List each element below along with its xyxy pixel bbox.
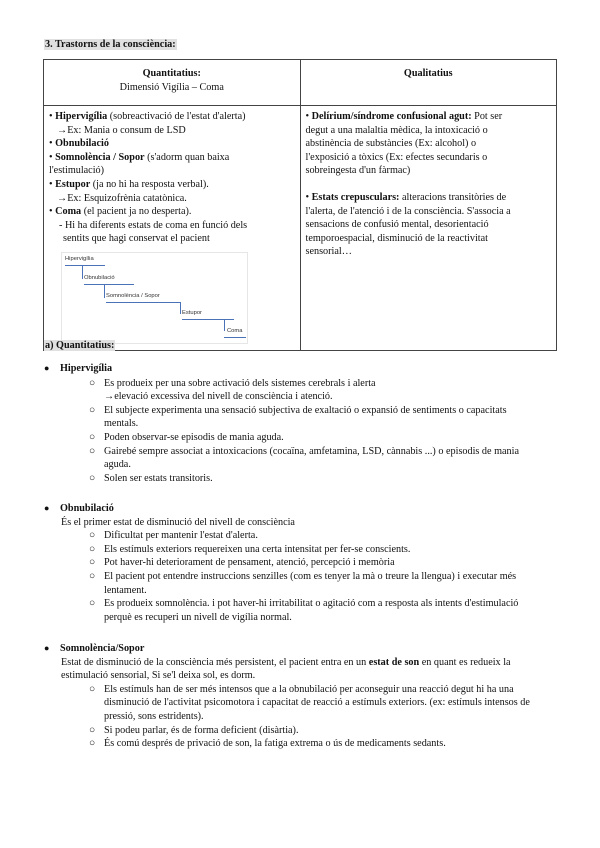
- circle-bullet-icon: ○: [89, 377, 96, 389]
- list-item: ○ Poden observar-se episodis de mania aguda.: [89, 431, 284, 443]
- list-item: ○ Gairebé sempre associat a intoxicacions (cocaïna, amfetamina, LSD, cànnabis ...) o episodis de mania aguda.: [89, 445, 519, 471]
- circle-bullet-icon: ○: [89, 557, 96, 569]
- diagram-line: [182, 319, 234, 320]
- c1-item: • Coma (el pacient ja no desperta).: [49, 206, 192, 218]
- hipervigilia-section: [44, 362, 560, 485]
- list-item: ○ Es produeix per una sobre activació dels sistemes cerebrals i alerta →elevació excessiva del nivell de consciència i atenció.: [89, 377, 376, 403]
- diagram-line: [65, 265, 105, 266]
- col1-header: Quantitatius:: [142, 68, 201, 79]
- list-item: ○ Solen ser estats transitoris.: [89, 472, 213, 484]
- somnolencia-section: [44, 642, 560, 751]
- c1-item: • Estupor (ja no hi ha resposta verbal).: [49, 178, 209, 190]
- section-title: 3. Trastorns de la consciència:: [45, 39, 176, 50]
- circle-bullet-icon: ○: [89, 683, 96, 695]
- subheading: a) Quantitatius:: [45, 340, 115, 351]
- list-item: ○ El subjecte experimenta una sensació subjectiva de exaltació o expansió de sentiments o capacitats mentals.: [89, 404, 507, 430]
- circle-bullet-icon: ○: [89, 598, 96, 610]
- c2-line: abstinència de substàncies (Ex: alcohol) o: [305, 138, 477, 150]
- disorders-table: [43, 59, 557, 351]
- diagram-line: [82, 265, 83, 279]
- obnubilacio-heading: ● Obnubilació: [44, 503, 114, 514]
- c2-line: sensorial…: [305, 246, 352, 258]
- circle-bullet-icon: ○: [89, 472, 96, 484]
- c2-line: l'exposició a tòxics (Ex: efectes secundaris o: [305, 151, 488, 163]
- c2-line: sensacions de confusió mental, desorientació: [305, 219, 489, 231]
- diagram-line: [84, 284, 134, 285]
- col1-subheader: Dimensió Vigília – Coma: [119, 81, 224, 93]
- col2-body: [300, 106, 557, 351]
- circle-bullet-icon: ○: [89, 445, 96, 457]
- list-item: ○ Pot haver-hi deteriorament de pensament, atenció, percepció i memòria: [89, 557, 395, 569]
- bullet-dot-icon: ●: [44, 503, 50, 513]
- col1-body: [44, 106, 301, 351]
- c1-dash: - Hi ha diferents estats de coma en funció dels: [59, 219, 248, 231]
- diagram-line: [224, 319, 225, 331]
- diagram-label: Obnubilació: [84, 274, 115, 281]
- c1-item: • Hipervigília (sobreactivació de l'estat d'alerta): [49, 111, 246, 122]
- list-item: ○ Els estímuls exteriors requereixen una certa intensitat per fer-se conscients.: [89, 543, 411, 555]
- consciousness-levels-diagram: [61, 252, 248, 344]
- col2-header-cell: [300, 60, 557, 106]
- circle-bullet-icon: ○: [89, 543, 96, 555]
- c1-item: • Obnubilació: [49, 138, 109, 150]
- diagram-line: [104, 284, 105, 298]
- diagram-line: [224, 337, 246, 338]
- somnolencia-heading: ● Somnolència/Sopor: [44, 643, 145, 654]
- c1-plain: l'estimulació): [49, 165, 105, 177]
- list-item: ○ Es produeix somnolència. i pot haver-hi irritabilitat o agitació com a resposta als intents d'estimulació perquè es recuperi un nivell de vigília normal.: [89, 598, 519, 623]
- circle-bullet-icon: ○: [89, 404, 96, 416]
- list-item: ○ Dificultat per mantenir l'estat d'alerta.: [89, 530, 258, 542]
- diagram-line: [106, 302, 181, 303]
- circle-bullet-icon: ○: [89, 738, 96, 750]
- spacer: [306, 178, 552, 191]
- list-item: ○ Si podeu parlar, és de forma deficient (disàrtia).: [89, 724, 299, 736]
- bullet-dot-icon: ●: [44, 363, 50, 373]
- c1-arrow: →Ex: Esquizofrènia catatònica.: [57, 192, 187, 204]
- c1-item: • Somnolència / Sopor (s'adorm quan baixa: [49, 151, 230, 163]
- list-item: ○ El pacient pot entendre instruccions senzilles (com es tenyer la mà o treure la llengua) i executar més lentament.: [89, 570, 517, 596]
- circle-bullet-icon: ○: [89, 530, 96, 542]
- obnubilacio-intro: És el primer estat de disminució del nivell de consciència: [61, 516, 295, 528]
- c2-line: degut a una malaltia mèdica, la intoxicació o: [305, 124, 488, 136]
- circle-bullet-icon: ○: [89, 570, 96, 582]
- c2-item: • Delírium/síndrome confusional agut: Pot ser: [305, 111, 503, 122]
- c2-line: sobreingesta d'un fàrmac): [305, 165, 411, 177]
- hipervigilia-heading: ● Hipervigília: [44, 363, 113, 374]
- c1-dash: sentits que hagi conservat el pacient: [63, 233, 210, 245]
- diagram-label: Somnolència / Sopor: [106, 292, 160, 299]
- diagram-label: Estupor: [182, 309, 202, 316]
- c2-line: temporoespacial, disminució de la reactivitat: [305, 232, 488, 244]
- col1-header-cell: [44, 60, 301, 106]
- list-item: ○ Els estímuls han de ser més intensos que a la obnubilació per aconseguir una reacció degut hi ha una disminució de l'activitat psicomotora i capacitat de reacció a estímuls exteriors. (ex: estímuls intensos de pressió, sons estridents).: [89, 683, 530, 722]
- bullet-dot-icon: ●: [44, 643, 50, 653]
- circle-bullet-icon: ○: [89, 724, 96, 736]
- diagram-line: [180, 302, 181, 314]
- somnolencia-intro: Estat de disminució de la consciència més persistent, el pacient entra en un estat de son en quant es redueix la estimulació sensorial, Si se'l deixa sol, es dorm.: [61, 656, 511, 682]
- obnubilacio-section: [44, 502, 560, 624]
- c1-arrow: →Ex: Mania o consum de LSD: [57, 124, 186, 136]
- list-item: ○ És comú després de privació de son, la fatiga extrema o ús de medicaments sedants.: [89, 738, 446, 750]
- col2-header: Qualitatius: [403, 68, 453, 79]
- diagram-label: Coma: [227, 327, 243, 334]
- diagram-label: Hipervigília: [65, 255, 94, 262]
- circle-bullet-icon: ○: [89, 431, 96, 443]
- c2-line: l'alerta, de l'atenció i de la consciència. S'associa a: [305, 205, 511, 217]
- c2-item: • Estats crepusculars: alteracions transitòries de: [305, 191, 507, 203]
